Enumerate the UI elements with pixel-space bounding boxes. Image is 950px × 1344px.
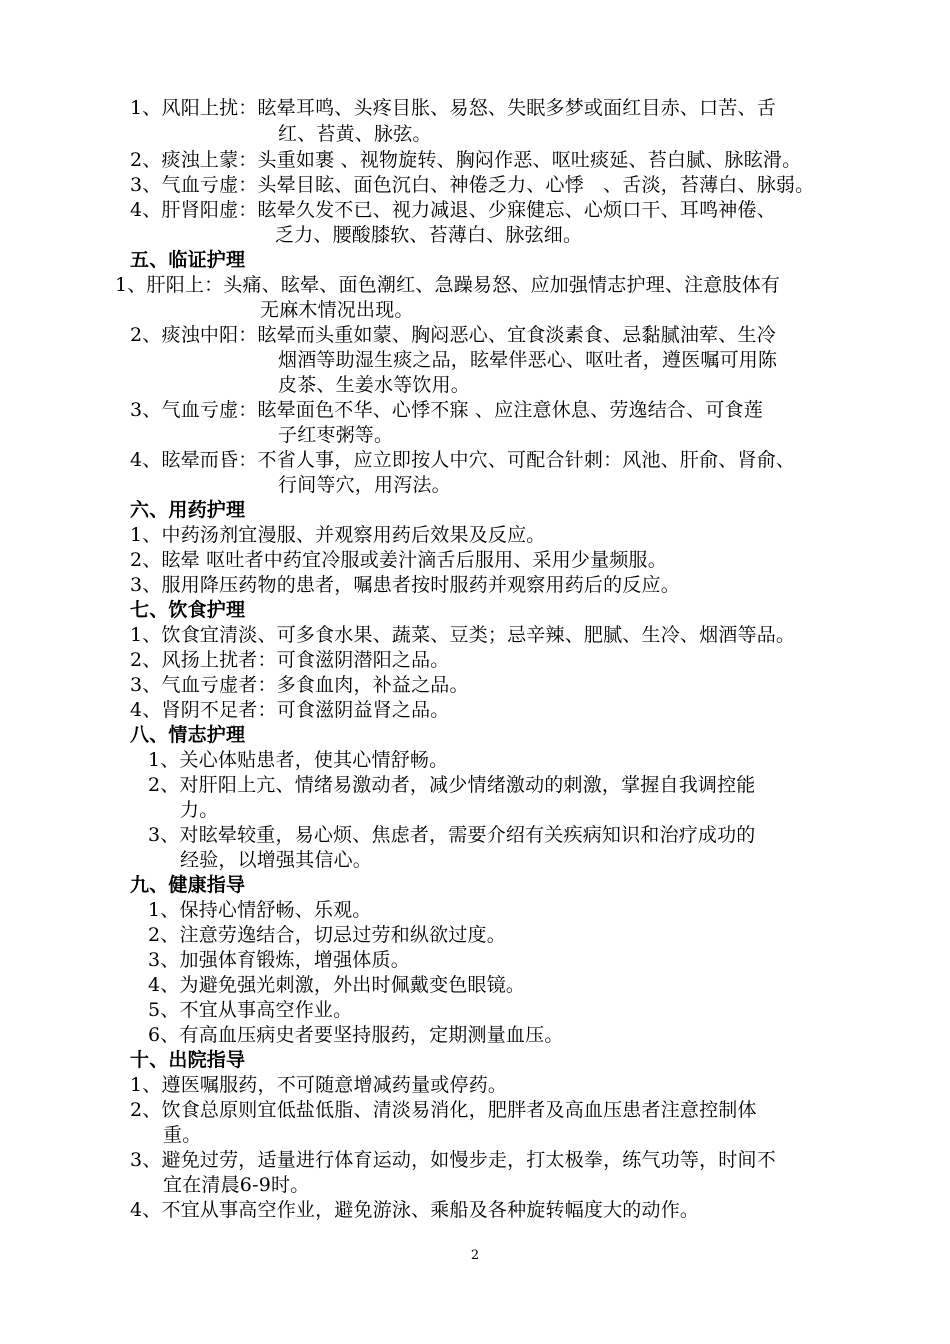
text-line: 3、避免过劳，适量进行体育运动，如慢步走，打太极拳，练气功等，时间不 (130, 1149, 776, 1171)
page-number: 2 (470, 1248, 480, 1263)
text-line: 2、对肝阳上亢、情绪易激动者，减少情绪激动的刺激，掌握自我调控能 (148, 774, 756, 796)
section-heading: 五、临证护理 (130, 249, 246, 271)
text-line: 2、眩晕 呕吐者中药宜冷服或姜汁滴舌后服用、采用少量频服。 (130, 549, 667, 571)
text-line: 2、风扬上扰者：可食滋阴潜阳之品。 (130, 649, 450, 671)
text-line: 1、风阳上扰：眩晕耳鸣、头疼目胀、易怒、失眠多梦或面红目赤、口苦、舌 (130, 97, 776, 119)
text-line: 5、不宜从事高空作业。 (148, 999, 353, 1021)
text-line: 重。 (163, 1124, 202, 1146)
text-line: 4、为避免强光刺激，外出时佩戴变色眼镜。 (148, 974, 526, 996)
text-line: 皮茶、生姜水等饮用。 (278, 374, 471, 396)
text-line: 红、苔黄、脉弦。 (278, 123, 432, 145)
text-line: 3、对眩晕较重，易心烦、焦虑者，需要介绍有关疾病知识和治疗成功的 (148, 824, 756, 846)
text-line: 2、注意劳逸结合，切忌过劳和纵欲过度。 (148, 924, 506, 946)
text-line: 4、不宜从事高空作业，避免游泳、乘船及各种旋转幅度大的动作。 (130, 1199, 700, 1221)
text-line: 无麻木情况出现。 (260, 299, 414, 321)
section-heading: 六、用药护理 (130, 499, 246, 521)
section-heading: 九、健康指导 (130, 874, 246, 896)
section-heading: 八、情志护理 (130, 724, 246, 746)
text-line: 1、遵医嘱服药，不可随意增减药量或停药。 (130, 1074, 508, 1096)
text-line: 3、气血亏虚：头晕目眩、面色沉白、神倦乏力、心悸 、舌淡，苔薄白、脉弱。 (130, 174, 815, 196)
text-line: 烟酒等助湿生痰之品，眩晕伴恶心、呕吐者，遵医嘱可用陈 (278, 349, 778, 371)
text-line: 1、中药汤剂宜漫服、并观察用药后效果及反应。 (130, 524, 546, 546)
text-line: 3、服用降压药物的患者，嘱患者按时服药并观察用药后的反应。 (130, 574, 680, 596)
text-line: 1、关心体贴患者，使其心情舒畅。 (148, 749, 449, 771)
text-line: 3、气血亏虚：眩晕面色不华、心悸不寐 、应注意休息、劳逸结合、可食莲 (130, 399, 763, 421)
text-line: 1、保持心情舒畅、乐观。 (148, 899, 372, 921)
text-line: 行间等穴，用泻法。 (278, 474, 451, 496)
section-heading: 七、饮食护理 (130, 599, 246, 621)
text-line: 3、加强体育锻炼，增强体质。 (148, 949, 410, 971)
text-line: 2、痰浊中阳：眩晕而头重如蒙、胸闷恶心、宜食淡素食、忌黏腻油荤、生冷 (130, 324, 776, 346)
text-line: 1、肝阳上：头痛、眩晕、面色潮红、急躁易怒、应加强情志护理、注意肢体有 (115, 274, 781, 296)
text-line: 子红枣粥等。 (278, 424, 394, 446)
text-line: 4、肝肾阳虚：眩晕久发不已、视力减退、少寐健忘、心烦口干、耳鸣神倦、 (130, 199, 776, 221)
text-line: 6、有高血压病史者要坚持服药，定期测量血压。 (148, 1024, 564, 1046)
text-line: 2、饮食总原则宜低盐低脂、清淡易消化，肥胖者及高血压患者注意控制体 (130, 1099, 757, 1121)
text-line: 经验，以增强其信心。 (180, 849, 373, 871)
text-line: 宜在清晨6-9时。 (163, 1174, 310, 1196)
section-heading: 十、出院指导 (130, 1049, 246, 1071)
text-line: 1、饮食宜清淡、可多食水果、蔬菜、豆类；忌辛辣、肥腻、生冷、烟酒等品。 (130, 624, 796, 646)
text-line: 2、痰浊上蒙：头重如裹 、视物旋转、胸闷作恶、呕吐痰延、苔白腻、脉眩滑。 (130, 149, 802, 171)
text-line: 4、眩晕而昏：不省人事，应立即按人中穴、可配合针刺：风池、肝俞、肾俞、 (130, 449, 796, 471)
text-line: 3、气血亏虚者：多食血肉，补益之品。 (130, 674, 469, 696)
text-line: 4、肾阴不足者：可食滋阴益肾之品。 (130, 699, 450, 721)
text-line: 力。 (180, 799, 219, 821)
text-line: 乏力、腰酸膝软、苔薄白、脉弦细。 (275, 224, 583, 246)
